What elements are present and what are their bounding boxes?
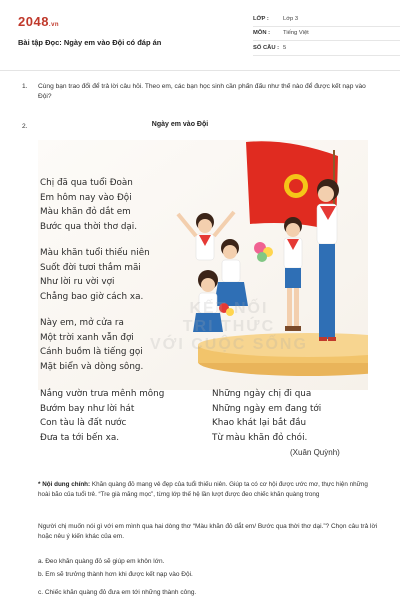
meta-row-subject: MÔN : Tiếng Việt: [253, 27, 400, 42]
answer-option-b[interactable]: b. Em sẽ trưởng thành hơn khi được kết nạp vào Đội.: [38, 571, 193, 578]
question-1: 1. Cùng bạn trao đổi để trả lời câu hỏi. Theo em, các bạn học sinh cần phấn đấu như thế nào để được kết nạp vào Đội?: [22, 83, 366, 100]
main-content-summary: * Nội dung chính: Khăn quàng đỏ mang vẻ đẹp của tuổi thiếu niên. Giúp ta có cơ hội được ước mơ, thực hiện những hoài bão của tuổi trẻ. “Tre già măng mọc”, từng lớp thế hệ lần lượt được đeo chiếc khăn quàng trong: [38, 481, 368, 498]
meta-row-class: LỚP : Lớp 3: [253, 12, 400, 27]
site-logo[interactable]: 2048.vn: [18, 14, 60, 29]
poem-stanza-4-right: Những ngày chị đi qua Những ngày em đang tới Khao khát lại bắt đầu Từ màu khăn đỏ chói.: [212, 389, 322, 443]
header-divider: [0, 70, 400, 71]
poem-stanza-1: Chị đã qua tuổi Đoàn Em hôm nay vào Đội Màu khăn đỏ dắt em Bước qua thời thơ dại.: [40, 178, 138, 232]
document-title: Bài tập Đọc: Ngày em vào Đội có đáp án: [18, 38, 162, 47]
meta-table: [253, 12, 400, 56]
poem-stanza-4-left: Nắng vườn trưa mênh mông Bướm bay như lời hát Con tàu là đất nước Đưa ta tới bến xa.: [40, 389, 165, 443]
poem-stanza-2: Màu khăn tuổi thiếu niên Suốt đời tươi thắm mãi Như lời ru vời vợi Chẳng bao giờ cách xa.: [40, 248, 150, 302]
answer-option-c[interactable]: c. Chiếc khăn quàng đỏ đưa em tới những thành công.: [38, 589, 197, 596]
poem-author: (Xuân Quỳnh): [290, 448, 340, 457]
question-3: Người chị muốn nói gì với em mình qua hai dòng thơ “Màu khăn đỏ dắt em/ Bước qua thời thơ dại.”? Chọn câu trả lời hoặc nêu ý kiến khác của em.: [38, 523, 378, 540]
document-header: [18, 12, 390, 62]
answer-option-a[interactable]: a. Đeo khăn quàng đỏ sẽ giúp em khôn lớn.: [38, 558, 165, 565]
meta-row-question-count: SỐ CÂU : 5: [253, 41, 400, 56]
question-2-number: 2.: [22, 123, 28, 130]
poem-title: Ngày em vào Đội: [151, 121, 209, 128]
watermark: KẾT NỐI TRI THỨC VỚI CUỘC SỐNG: [150, 300, 308, 353]
poem-stanza-3: Này em, mở cửa ra Một trời xanh vẫn đợi Cánh buồm là tiếng gọi Mặt biển và dòng sông.: [40, 318, 144, 372]
